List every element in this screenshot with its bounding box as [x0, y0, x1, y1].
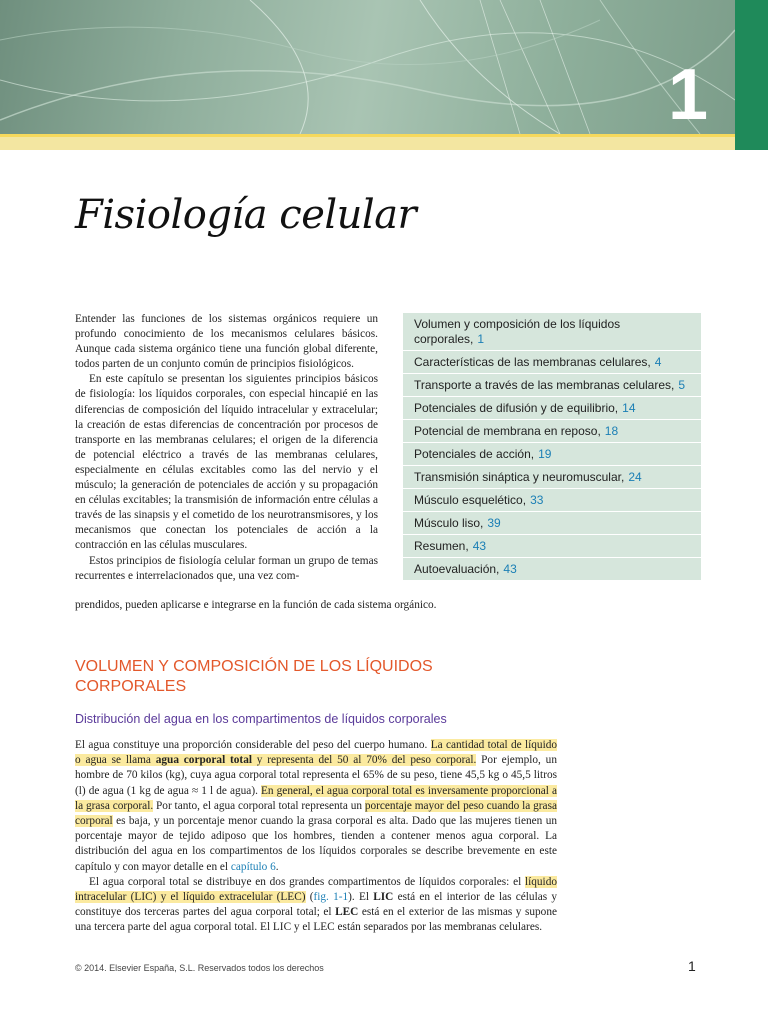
toc-item[interactable]: Transmisión sináptica y neuromuscular, 24 [403, 466, 701, 489]
intro-paragraph: En este capítulo se presentan los siguientes principios básicos de fisiología: los líquidos corporales, con especial hincapié en las diferencias de composición del líquido intracelular y extracelular; la creación de estas diferencias de concentración por procesos de transporte en las membranas celulares; el origen de la diferencia de potencial eléctrico a través de las membranas celulares, especialmente en células excitables como las del nervio y el músculo; la generación de potenciales de acción y su propagación en células excitables; la transmisión de información entre células a través de las sinapsis y el cometido de los neurotransmisores, y los mecanismos que conectan los potenciales de acción a la contracción en las células musculares. [75, 373, 378, 552]
toc-page-link[interactable]: 39 [487, 516, 501, 530]
toc-item[interactable]: Volumen y composición de los líquidos corporales, 1 [403, 313, 701, 351]
header-banner [0, 0, 735, 134]
toc-page-link[interactable]: 18 [604, 424, 619, 438]
toc-page-link[interactable]: 14 [622, 401, 636, 415]
toc-page-link[interactable]: 1 [477, 332, 485, 346]
highlighted-text: La cantidad total de líquido o agua se llama agua corporal total y representa del 50 al 70% del peso corporal. [75, 739, 558, 767]
toc-page-link[interactable]: 5 [678, 378, 686, 392]
toc-item[interactable]: Músculo esquelético, 33 [403, 489, 701, 512]
intro-paragraph-continuation: prendidos, pueden aplicarse e integrarse en la función de cada sistema orgánico. [75, 599, 437, 611]
highlighted-text: En general, el agua corporal total es inversamente proporcional a la grasa corporal. [75, 784, 558, 812]
body-paragraph: El agua corporal total se distribuye en dos grandes compartimentos de líquidos corporales: el líquido intracelular (LIC) y el líquido extracelular (LEC) (fig. 1-1). El LIC está en el interior de las células y constituye dos terceras partes del agua corporal total; el LEC está en el exterior de las mismas y supone una tercera parte del agua corporal total. El LIC y el LEC están separados por las membranas celulares. [75, 875, 558, 934]
toc-page-link[interactable]: 19 [538, 447, 552, 461]
chapter-6-link[interactable]: capítulo 6 [230, 860, 276, 873]
toc-item[interactable]: Transporte a través de las membranas celulares, 5 [403, 374, 701, 397]
intro-paragraph: Estos principios de fisiología celular forman un grupo de temas recurrentes e interrelacionados que, una vez com- [75, 554, 378, 582]
toc-page-link[interactable]: 33 [530, 493, 544, 507]
section-body [75, 738, 557, 936]
toc-page-link[interactable]: 43 [472, 539, 487, 553]
highlighted-text: líquido intracelular (LIC) y el líquido extracelular (LEC) [75, 875, 557, 904]
toc-item[interactable]: Potenciales de acción, 19 [403, 443, 701, 466]
toc-page-link[interactable]: 43 [503, 562, 517, 576]
body-paragraph: El agua constituye una proporción considerable del peso del cuerpo humano. La cantidad total de líquido o agua se llama agua corporal total y representa del 50 al 70% del peso corporal. Por ejemplo, un hombre de 70 kilos (kg), cuya agua corporal total representa el 65% de su peso, tiene 45,5 kg o 45,5 litros (l) de agua (1 kg de agua ≈ 1 l de agua). En general, el agua corporal total es inversamente proporcional a la grasa corporal. Por tanto, el agua corporal total representa un porcentaje mayor del peso cuando la grasa corporal es baja, y un porcentaje menor cuando la grasa corporal es alta. Dado que las mujeres tienen un porcentaje mayor de tejido adiposo que los hombres, tienden a contener menos agua corporal. La distribución del agua en los compartimentos de los líquidos corporales se describe brevemente en este capítulo y con mayor detalle en el capítulo 6. [75, 739, 558, 873]
intro-paragraph: Entender las funciones de los sistemas orgánicos requiere un profundo conocimiento de los mecanismos celulares básicos. Aunque cada sistema orgánico tiene una función global diferente, todos parten de un conjunto común de principios fisiológicos. [75, 313, 378, 371]
page-number: 1 [688, 958, 696, 974]
toc-item[interactable]: Características de las membranas celulares, 4 [403, 351, 701, 374]
subsection-heading: Distribución del agua en los compartimentos de líquidos corporales [75, 712, 447, 726]
chapter-number: 1 [668, 55, 709, 134]
toc-item[interactable]: Potenciales de difusión y de equilibrio, 14 [403, 397, 701, 420]
chapter-accent-strip [735, 0, 768, 150]
toc-item[interactable]: Músculo liso, 39 [403, 512, 701, 535]
toc-item[interactable]: Resumen, 43 [403, 535, 701, 558]
chapter-contents [403, 313, 701, 580]
figure-link[interactable]: fig. 1-1 [313, 891, 349, 904]
intro-text [75, 312, 378, 584]
header-underline [0, 134, 735, 150]
toc-page-link[interactable]: 4 [654, 355, 662, 369]
highlighted-text: porcentaje mayor del peso cuando la grasa corporal [75, 799, 557, 828]
section-heading: VOLUMEN Y COMPOSICIÓN DE LOS LÍQUIDOS CORPORALES [75, 658, 433, 695]
toc-page-link[interactable]: 24 [628, 470, 642, 484]
copyright-notice: © 2014. Elsevier España, S.L. Reservados todos los derechos [75, 963, 324, 973]
toc-item[interactable]: Autoevaluación, 43 [414, 562, 517, 576]
toc-item[interactable]: Potencial de membrana en reposo, 18 [403, 420, 701, 443]
banner-pattern [0, 0, 735, 134]
chapter-title: Fisiología celular [75, 192, 417, 238]
